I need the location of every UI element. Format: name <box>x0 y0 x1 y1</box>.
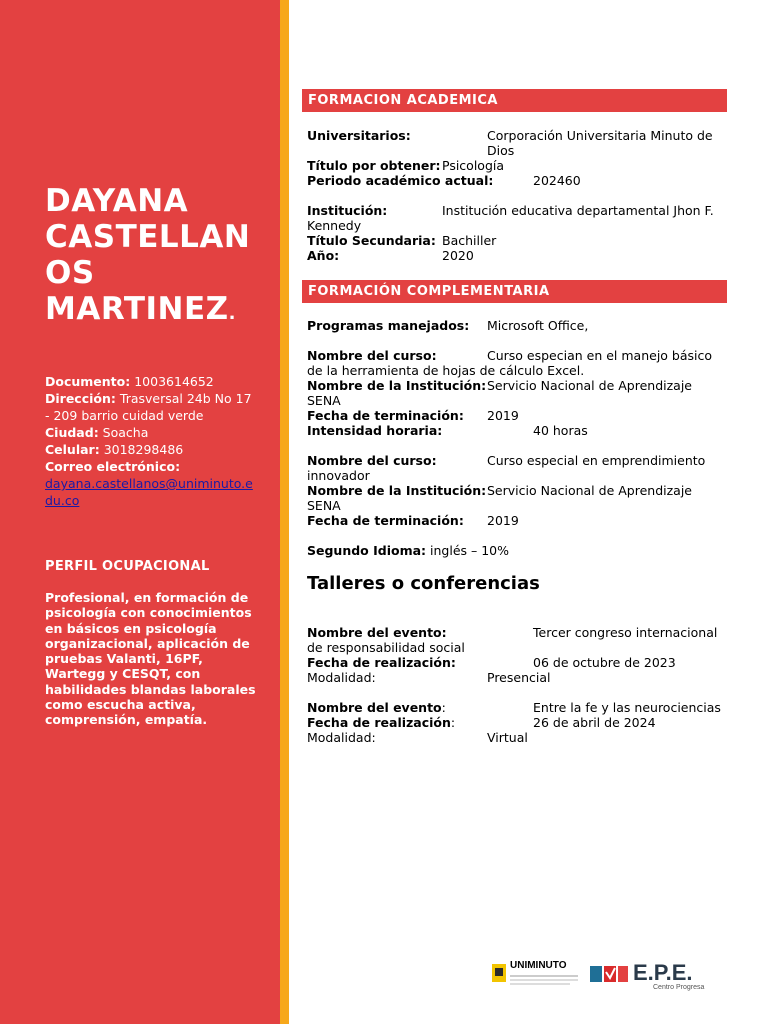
periodo-value: 202460 <box>533 173 581 188</box>
periodo-label: Periodo académico actual: <box>307 173 494 188</box>
univ-value: Corporación Universitaria Minuto de Dios <box>487 128 713 158</box>
evento2-modalidad-label: Modalidad: <box>307 730 376 745</box>
documento-label: Documento: <box>45 374 131 389</box>
evento1-modalidad-label: Modalidad: <box>307 670 376 685</box>
idioma-label: Segundo Idioma: <box>307 543 427 558</box>
inst1-label: Nombre de la Institución: <box>307 378 487 393</box>
celular-value: 3018298486 <box>103 442 184 457</box>
celular-label: Celular: <box>45 442 100 457</box>
evento2-fecha-value: 26 de abril de 2024 <box>533 715 656 730</box>
anio-label: Año: <box>307 248 340 263</box>
inst1-value: Servicio Nacional de Aprendizaje SENA <box>307 378 692 408</box>
ciudad-label: Ciudad: <box>45 425 99 440</box>
evento1-label: Nombre del evento: <box>307 625 447 640</box>
anio-value: 2020 <box>442 248 474 263</box>
candidate-name <box>45 183 275 332</box>
uniminuto-wordmark: UNIMINUTO <box>510 960 567 971</box>
programas-value: Microsoft Office, <box>487 318 589 333</box>
intensidad-label: Intensidad horaria: <box>307 423 443 438</box>
name-line: OS <box>45 255 95 291</box>
fecha1-label: Fecha de terminación: <box>307 408 464 423</box>
inst2-value: Servicio Nacional de Aprendizaje SENA <box>307 483 692 513</box>
inst-value: Institución educativa departamental Jhon F. Kennedy <box>307 203 714 233</box>
evento2-fecha-label: Fecha de realización <box>307 715 451 730</box>
ciudad-value: Soacha <box>102 425 149 440</box>
direccion-value: Trasversal 24b No 17 - 209 barrio cuidad verde <box>45 391 252 423</box>
inst-label: Institución: <box>307 203 388 218</box>
secundaria-value: Bachiller <box>442 233 497 248</box>
academica-content <box>307 128 727 263</box>
evento2-value: Entre la fe y las neurociencias <box>533 700 721 715</box>
colon: : <box>441 700 446 715</box>
intensidad-value: 40 horas <box>533 423 588 438</box>
perfil-text: Profesional, en formación de psicología con conocimientos en básicos en psicología organizacional, aplicación de pruebas Valanti, 16PF, Wartegg y CESQT, con habilidades blandas laborales como escucha activa, comprensión, empatía. <box>45 590 256 728</box>
evento1-modalidad-value: Presencial <box>487 670 551 685</box>
programas-label: Programas manejados: <box>307 318 470 333</box>
talleres-content <box>307 625 727 745</box>
section-complementaria-title: FORMACIÓN COMPLEMENTARIA <box>302 280 727 303</box>
curso1-label: Nombre del curso: <box>307 348 437 363</box>
talleres-title: Talleres o conferencias <box>307 573 540 594</box>
footer-logos <box>490 958 715 994</box>
titulo-value: Psicología <box>442 158 505 173</box>
colon: : <box>450 715 456 730</box>
evento1-fecha-value: 06 de octubre de 2023 <box>533 655 676 670</box>
curso2-label: Nombre del curso: <box>307 453 437 468</box>
inst2-label: Nombre de la Institución: <box>307 483 487 498</box>
perfil-title: PERFIL OCUPACIONAL <box>45 559 210 574</box>
curso2-value: Curso especial en emprendimiento innovador <box>307 453 706 483</box>
direccion-label: Dirección: <box>45 391 116 406</box>
evento1-value: Tercer congreso internacional de responsabilidad social <box>307 625 718 655</box>
accent-stripe <box>280 0 289 1024</box>
titulo-label: Título por obtener: <box>307 158 441 173</box>
fecha1-value: 2019 <box>487 408 519 423</box>
name-line: MARTINEZ. <box>45 291 236 327</box>
epe-wordmark: E.P.E. <box>633 960 693 985</box>
curso1-value: Curso especian en el manejo básico de la herramienta de hojas de cálculo Excel. <box>307 348 713 378</box>
idioma-value: inglés – 10% <box>430 543 510 558</box>
section-academica-title: FORMACION ACADEMICA <box>302 89 727 112</box>
contact-info <box>45 373 260 509</box>
documento-value: 1003614652 <box>134 374 214 389</box>
evento1-fecha-label: Fecha de realización: <box>307 655 456 670</box>
sidebar <box>0 0 280 1024</box>
univ-label: Universitarios: <box>307 128 411 143</box>
correo-label: Correo electrónico: <box>45 459 181 474</box>
secundaria-label: Título Secundaria: <box>307 233 436 248</box>
email-link[interactable]: dayana.castellanos@uniminuto.edu.co <box>45 476 253 508</box>
epe-subtitle: Centro Progresa <box>653 984 705 991</box>
fecha2-value: 2019 <box>487 513 519 528</box>
evento2-modalidad-value: Virtual <box>487 730 528 745</box>
name-line: DAYANA <box>45 183 189 219</box>
evento2-label: Nombre del evento <box>307 700 442 715</box>
fecha2-label: Fecha de terminación: <box>307 513 464 528</box>
name-line: CASTELLAN <box>45 219 251 255</box>
complementaria-content <box>307 318 727 558</box>
